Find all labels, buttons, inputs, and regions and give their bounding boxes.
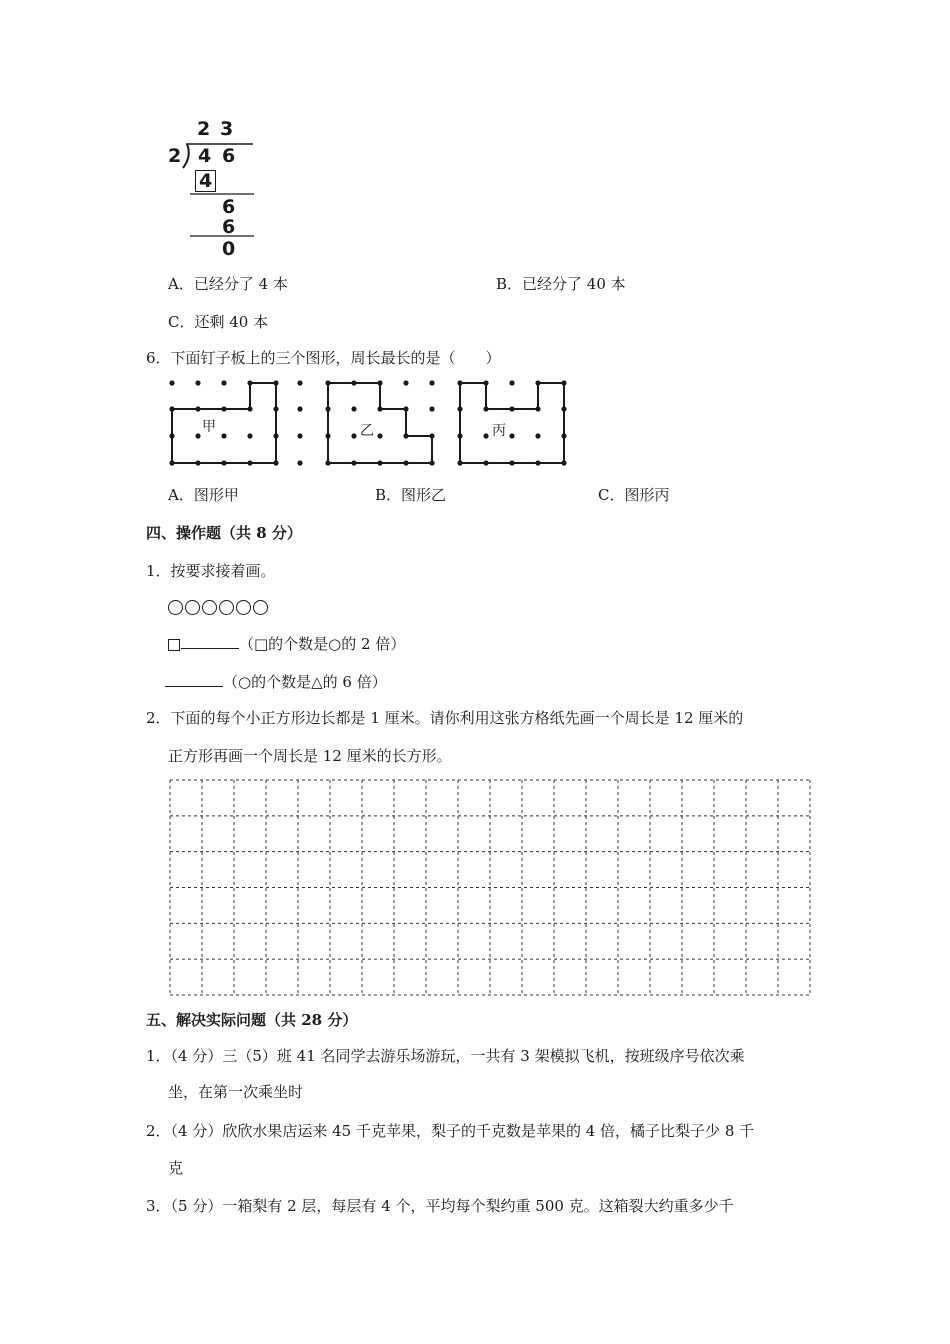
q5-option-a: A．已经分了 4 本	[168, 275, 288, 293]
q5-option-c: C．还剩 40 本	[168, 313, 269, 331]
circle-symbol	[219, 600, 234, 615]
s5-q2-line2: 克	[168, 1159, 184, 1177]
peg-dot	[195, 433, 200, 438]
s5-q2-line1: 2．（4 分）欣欣水果店运来 45 千克苹果，梨子的千克数是苹果的 4 倍，橘子比梨子少 8 千	[146, 1122, 755, 1140]
long-division-figure	[160, 118, 260, 263]
circle-symbol	[236, 600, 251, 615]
s4-q1-line3-text: （○的个数是△的 6 倍）	[223, 673, 387, 691]
s4-q1-line3	[165, 672, 387, 692]
s4-q2-line1: 2．下面的每个小正方形边长都是 1 厘米。请你利用这张方格纸先画一个周长是 12 厘米的	[146, 709, 744, 727]
section5-title: 五、解决实际问题（共 28 分）	[146, 1011, 358, 1029]
q6-option-c: C．图形丙	[598, 486, 670, 504]
answer-blank[interactable]	[165, 672, 223, 687]
divisor: 2	[168, 145, 182, 167]
shape-label-yi: 乙	[360, 423, 374, 439]
dividend-digit: 6	[222, 145, 236, 167]
peg-dot	[535, 433, 540, 438]
circle-symbol	[202, 600, 217, 615]
peg-dot	[297, 406, 302, 411]
peg-dot	[195, 380, 200, 385]
peg-dot	[221, 380, 226, 385]
q6-stem: 6．下面钉子板上的三个图形，周长最长的是（ ）	[146, 349, 501, 367]
section4-title: 四、操作题（共 8 分）	[146, 524, 302, 542]
s4-q1-stem: 1．按要求接着画。	[146, 562, 276, 580]
quotient-digit: 2	[197, 118, 211, 140]
quotient-digit: 3	[220, 118, 234, 140]
s4-q1-line2-text: （□的个数是○的 2 倍）	[239, 635, 406, 653]
peg-dot	[483, 433, 488, 438]
shape-label-jia: 甲	[202, 419, 216, 435]
peg-dot	[297, 433, 302, 438]
answer-blank[interactable]	[181, 634, 239, 649]
q5-option-b: B．已经分了 40 本	[496, 275, 626, 293]
peg-dot	[351, 406, 356, 411]
shape-bing-outline	[460, 383, 564, 463]
s5-q1-line2: 坐，在第一次乘坐时	[168, 1083, 304, 1101]
s5-q3-line1: 3．（5 分）一箱梨有 2 层，每层有 4 个，平均每个梨约重 500 克。这箱裂大约重多少千	[146, 1197, 734, 1215]
grid-paper[interactable]	[168, 778, 813, 998]
peg-dot	[377, 433, 382, 438]
dividend-digit: 4	[198, 145, 212, 167]
q6-option-a: A．图形甲	[168, 486, 239, 504]
circle-symbol	[185, 600, 200, 615]
shape-jia-outline	[172, 383, 276, 463]
circle-row	[168, 597, 270, 616]
q6-option-b: B．图形乙	[375, 486, 447, 504]
peg-dot	[509, 380, 514, 385]
s4-q1-line2	[168, 634, 405, 654]
peg-dot	[297, 380, 302, 385]
s5-q1-line1: 1．（4 分）三（5）班 41 名同学去游乐场游玩，一共有 3 架模拟飞机，按班级序号依次乘	[146, 1047, 745, 1065]
square-symbol	[168, 639, 180, 651]
peg-dot	[169, 380, 174, 385]
step-digit: 6	[222, 216, 236, 238]
shape-yi-outline	[328, 383, 432, 463]
peg-dot	[429, 406, 434, 411]
shape-label-bing: 丙	[492, 423, 506, 439]
peg-dot	[297, 460, 302, 465]
peg-dot	[247, 433, 252, 438]
remainder-digit: 0	[222, 238, 236, 260]
circle-symbol	[168, 600, 183, 615]
peg-dot	[509, 433, 514, 438]
circle-symbol	[253, 600, 268, 615]
s4-q2-line2: 正方形再画一个周长是 12 厘米的长方形。	[168, 747, 452, 765]
step-digit: 6	[222, 196, 236, 218]
peg-dot	[221, 433, 226, 438]
division-bracket	[178, 142, 258, 172]
peg-dot	[403, 380, 408, 385]
boxed-step-digit: 4	[195, 170, 216, 192]
peg-dot	[429, 380, 434, 385]
peg-dot	[351, 433, 356, 438]
